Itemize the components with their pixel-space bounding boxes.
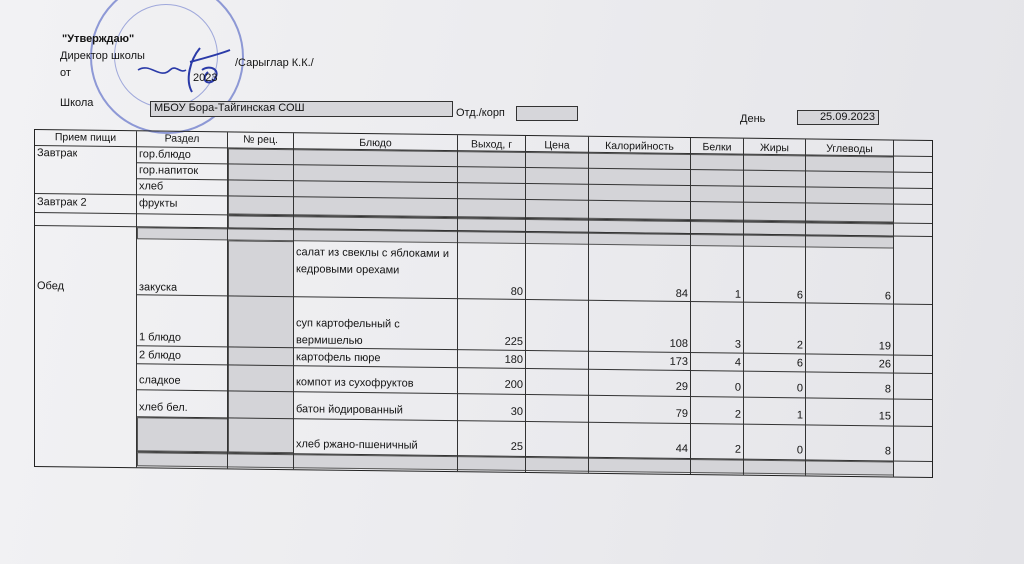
date-year: 2023 <box>193 72 218 84</box>
meal-breakfast-2: Завтрак 2 <box>37 196 87 209</box>
section-hot-drink: гор.напиток <box>139 164 199 178</box>
lunch-carbs-1: 6 <box>884 290 891 303</box>
col-header-yield: Выход, г <box>470 138 513 151</box>
lunch-yield-2: 225 <box>504 335 523 348</box>
lunch-dish-4: компот из сухофруктов <box>296 376 414 390</box>
lunch-dish-3: картофель пюре <box>296 351 381 365</box>
lunch-yield-6: 25 <box>510 440 523 453</box>
approve-label: "Утверждаю" <box>62 33 135 45</box>
lunch-fat-2: 2 <box>796 339 803 352</box>
col-header-carbs: Углеводы <box>826 142 873 156</box>
col-header-section: Раздел <box>164 132 200 146</box>
menu-table <box>34 129 933 478</box>
lunch-section-1: закуска <box>139 281 178 294</box>
lunch-kcal-6: 44 <box>675 442 688 455</box>
dept-field <box>516 106 578 121</box>
col-header-meal: Прием пищи <box>54 131 117 145</box>
meal-lunch: Обед <box>37 280 65 293</box>
lunch-protein-2: 3 <box>734 338 741 351</box>
lunch-yield-3: 180 <box>504 353 523 366</box>
dept-label: Отд./корп <box>456 107 505 119</box>
lunch-section-3: 2 блюдо <box>139 349 181 362</box>
lunch-carbs-5: 15 <box>878 410 891 423</box>
lunch-kcal-2: 108 <box>669 337 688 350</box>
col-header-recipe: № рец. <box>243 133 278 146</box>
day-field: 25.09.2023 <box>797 110 879 125</box>
lunch-dish-1: салат из свеклы с яблоками и кедровыми орехами <box>296 246 449 277</box>
director-label: Директор школы <box>60 50 145 62</box>
lunch-dish-2: суп картофельный с вермишелью <box>296 317 400 348</box>
lunch-carbs-4: 8 <box>884 383 891 396</box>
col-header-price: Цена <box>544 139 570 152</box>
lunch-protein-5: 2 <box>734 408 741 421</box>
lunch-fat-5: 1 <box>796 409 803 422</box>
lunch-section-5: хлеб бел. <box>139 401 188 414</box>
col-header-kcal: Калорийность <box>605 139 674 153</box>
day-label: День <box>740 113 766 125</box>
lunch-dish-6: хлеб ржано-пшеничный <box>296 438 418 452</box>
lunch-kcal-1: 84 <box>675 287 688 300</box>
lunch-yield-5: 30 <box>510 405 523 418</box>
school-label: Школа <box>60 97 94 109</box>
school-name-field: МБОУ Бора-Тайгинская СОШ <box>150 101 453 117</box>
section-fruit: фрукты <box>139 197 178 210</box>
lunch-fat-1: 6 <box>796 289 803 302</box>
lunch-dish-5: батон йодированный <box>296 403 403 417</box>
lunch-carbs-2: 19 <box>878 340 891 353</box>
lunch-fat-3: 6 <box>796 357 803 370</box>
date-prefix: от <box>60 67 71 79</box>
lunch-section-4: сладкое <box>139 374 181 387</box>
lunch-protein-6: 2 <box>734 443 741 456</box>
lunch-kcal-3: 173 <box>669 355 688 368</box>
lunch-section-2: 1 блюдо <box>139 331 181 344</box>
lunch-protein-4: 0 <box>734 381 741 394</box>
lunch-fat-4: 0 <box>796 382 803 395</box>
meal-breakfast: Завтрак <box>37 147 78 160</box>
director-signature <box>130 40 240 100</box>
section-hot-dish: гор.блюдо <box>139 148 191 161</box>
lunch-yield-1: 80 <box>510 285 523 298</box>
lunch-yield-4: 200 <box>504 378 523 391</box>
col-header-dish: Блюдо <box>359 136 392 150</box>
lunch-kcal-4: 29 <box>675 380 688 393</box>
lunch-kcal-5: 79 <box>675 407 688 420</box>
col-header-protein: Белки <box>702 141 732 154</box>
lunch-fat-6: 0 <box>796 444 803 457</box>
lunch-protein-3: 4 <box>734 356 741 369</box>
lunch-carbs-3: 26 <box>878 358 891 371</box>
section-bread: хлеб <box>139 180 164 193</box>
col-header-fat: Жиры <box>760 141 789 155</box>
signer-name: /Сарыглар К.К./ <box>235 57 314 69</box>
lunch-carbs-6: 8 <box>884 445 891 458</box>
lunch-protein-1: 1 <box>734 288 741 301</box>
